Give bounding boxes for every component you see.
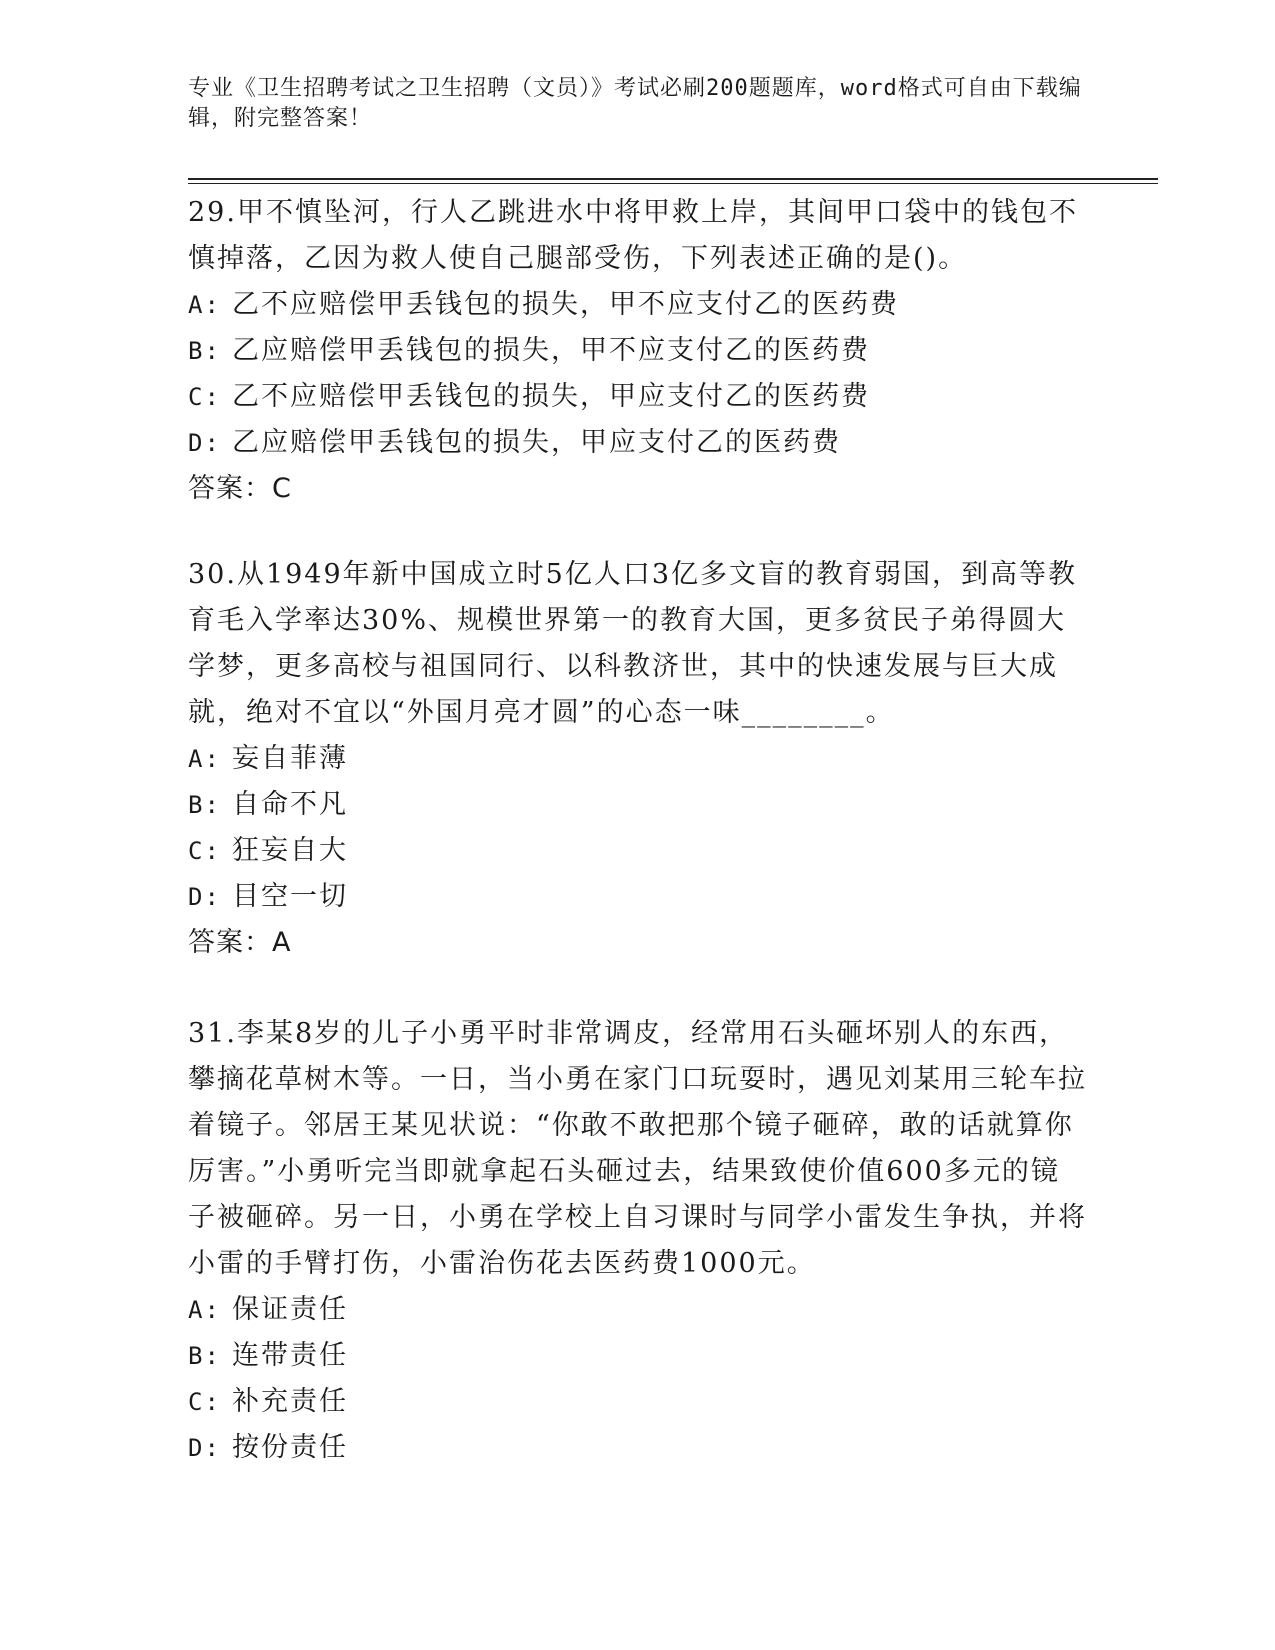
option-letter: B: — [188, 791, 221, 819]
option-letter: B: — [188, 337, 221, 365]
option-c — [188, 1379, 1088, 1425]
option-b — [188, 1333, 1088, 1379]
option-a — [188, 1287, 1088, 1333]
option-text: 连带责任 — [232, 1340, 348, 1371]
option-letter: C: — [188, 383, 221, 411]
document-header: 专业《卫生招聘考试之卫生招聘（文员）》考试必刷200题题库，word格式可自由下载编辑，附完整答案！ — [188, 76, 1082, 131]
option-d — [188, 1425, 1088, 1471]
option-letter: B: — [188, 1342, 221, 1370]
option-letter: A: — [188, 745, 221, 773]
answer: 答案：A — [188, 927, 292, 958]
option-c — [188, 828, 1088, 874]
option-letter: A: — [188, 291, 221, 319]
option-a — [188, 282, 1088, 328]
question-29 — [188, 190, 1088, 512]
option-text: 乙不应赔偿甲丢钱包的损失，甲不应支付乙的医药费 — [232, 289, 899, 320]
option-letter: D: — [188, 429, 221, 457]
option-text: 乙不应赔偿甲丢钱包的损失，甲应支付乙的医药费 — [232, 381, 870, 412]
option-text: 按份责任 — [232, 1432, 348, 1463]
option-b — [188, 328, 1088, 374]
option-text: 补充责任 — [232, 1386, 348, 1417]
option-text: 狂妄自大 — [232, 835, 348, 866]
option-letter: C: — [188, 837, 221, 865]
option-text: 乙应赔偿甲丢钱包的损失，甲应支付乙的医药费 — [232, 427, 841, 458]
option-d — [188, 874, 1088, 920]
question-stem: 29.甲不慎坠河，行人乙跳进水中将甲救上岸，其间甲口袋中的钱包不慎掉落，乙因为救人使自己腿部受伤，下列表述正确的是()。 — [188, 197, 1078, 274]
question-31 — [188, 1011, 1088, 1471]
option-text: 自命不凡 — [232, 789, 348, 820]
question-stem: 31.李某8岁的儿子小勇平时非常调皮，经常用石头砸坏别人的东西，攀摘花草树木等。一日，当小勇在家门口玩耍时，遇见刘某用三轮车拉着镜子。邻居王某见状说：“你敢不敢把那个镜子砸碎，敢的话就算你厉害。”小勇听完当即就拿起石头砸过去，结果致使价值600多元的镜子被砸碎。另一日，小勇在学校上自习课时与同学小雷发生争执，并将小雷的手臂打伤，小雷治伤花去医药费1000元。 — [188, 1018, 1087, 1279]
option-b — [188, 782, 1088, 828]
option-a — [188, 736, 1088, 782]
option-text: 目空一切 — [232, 881, 348, 912]
answer: 答案：C — [188, 473, 292, 504]
option-c — [188, 374, 1088, 420]
option-letter: D: — [188, 883, 221, 911]
header-divider-thick — [188, 178, 1158, 180]
option-text: 乙应赔偿甲丢钱包的损失，甲不应支付乙的医药费 — [232, 335, 870, 366]
header-divider-thin — [188, 183, 1158, 184]
option-d — [188, 420, 1088, 466]
option-letter: A: — [188, 1296, 221, 1324]
question-30 — [188, 552, 1088, 966]
option-letter: C: — [188, 1388, 221, 1416]
option-text: 妄自菲薄 — [232, 743, 348, 774]
question-stem: 30.从1949年新中国成立时5亿人口3亿多文盲的教育弱国，到高等教育毛入学率达30%、规模世界第一的教育大国，更多贫民子弟得圆大学梦，更多高校与祖国同行、以科教济世，其中的快速发展与巨大成就，绝对不宜以“外国月亮才圆”的心态一味________。 — [188, 559, 1078, 728]
option-text: 保证责任 — [232, 1294, 348, 1325]
option-letter: D: — [188, 1434, 221, 1462]
